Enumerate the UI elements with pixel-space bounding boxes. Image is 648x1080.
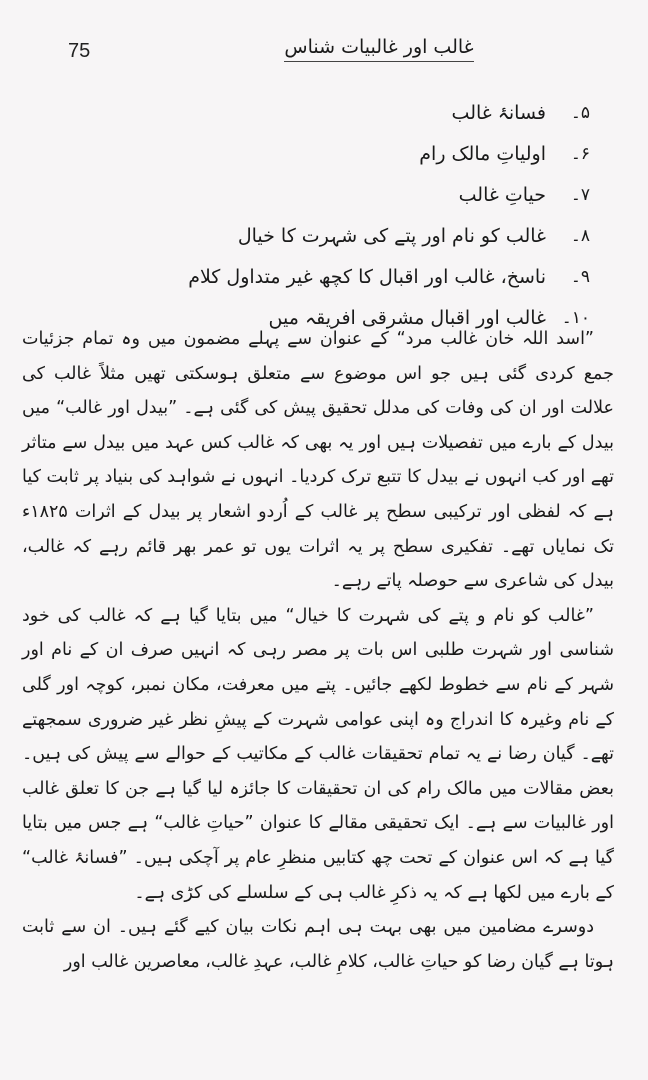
paragraph: ”اسد اللہ خان غالب مرد“ کے عنوان سے پہلے مضمون میں وہ تمام جزئیات جمع کردی گئی ہیں جو اس موضوع سے متعلق ہوسکتی تھیں مثلاً غالب کی علالت اور ان کی وفات کی مدلل تحقیق پیش کی گئی ہے۔ ”بیدل اور غالب“ میں بیدل کے بارے میں تفصیلات ہیں اور یہ بھی کہ غالب کس عہد میں بیدل سے متاثر تھے اور کب انہوں نے بیدل کا تتبع ترک کردیا۔ انہوں نے شواہد کی بنیاد پر ثابت کیا ہے کہ لفظی اور ترکیبی سطح پر غالب کے اُردو اشعار پر بیدل کے اثرات ۱۸۲۵ء تک نمایاں تھے۔ تفکیری سطح پر یہ اثرات یوں تو عمر بھر قائم رہے کہ غالب، بیدل کی شاعری سے حوصلہ پاتے رہے۔	[22, 329, 614, 592]
item-title: اولیاتِ مالک رام	[419, 142, 546, 165]
item-number: ۱۰۔	[561, 308, 590, 328]
running-title	[150, 36, 608, 62]
list-item	[170, 256, 590, 297]
item-title: فسانۂ غالب	[451, 101, 546, 124]
list-item	[170, 133, 590, 174]
body-text	[22, 322, 614, 979]
list-item	[170, 174, 590, 215]
item-number: ۵۔	[570, 103, 590, 123]
item-number: ۸۔	[570, 226, 590, 246]
item-number: ۶۔	[570, 144, 590, 164]
item-title: غالب اور اقبال مشرقی افریقہ میں	[268, 306, 546, 329]
item-number: ۹۔	[570, 267, 590, 287]
list-item	[170, 92, 590, 133]
running-title-text: غالب اور غالبیات شناس	[284, 36, 473, 62]
item-title: حیاتِ غالب	[458, 183, 546, 206]
item-title: ناسخ، غالب اور اقبال کا کچھ غیر متداول کلام	[188, 265, 546, 288]
page-number: 75	[68, 40, 91, 62]
paragraph: دوسرے مضامین میں بھی بہت ہی اہم نکات بیان کیے گئے ہیں۔ ان سے ثابت ہوتا ہے گیان رضا کو حیاتِ غالب، کلامِ غالب، عہدِ غالب، معاصرین غالب اور	[22, 917, 614, 972]
list-item	[170, 215, 590, 256]
item-number: ۷۔	[570, 185, 590, 205]
paragraph: ”غالب کو نام و پتے کی شہرت کا خیال“ میں بتایا گیا ہے کہ غالب کی خود شناسی اور شہرت طلبی اس بات پر مصر رہی کہ انہیں صرف ان کے نام اور شہر کے نام سے خطوط لکھے جائیں۔ پتے میں معرفت، مکان نمبر، کوچہ اور گلی کے نام وغیرہ کا اندراج وہ اپنی عوامی شہرت کے پیشِ نظر غیر ضروری سمجھتے تھے۔ گیان رضا نے یہ تمام تحقیقات غالب کے مکاتیب کے حوالے سے پیش کی ہیں۔ بعض مقالات میں مالک رام کی ان تحقیقات کا جائزہ لیا گیا ہے جن کا تعلق غالب اور غالبیات سے ہے۔ ایک تحقیقی مقالے کا عنوان ”حیاتِ غالب“ ہے جس میں بتایا گیا ہے کہ اس عنوان کے تحت چھ کتابیں منظرِ عام پر آچکی ہیں۔ ”فسانۂ غالب“ کے بارے میں لکھا ہے کہ یہ ذکرِ غالب ہی کے سلسلے کی کڑی ہے۔	[22, 605, 614, 903]
item-title: غالب کو نام اور پتے کی شہرت کا خیال	[237, 224, 546, 247]
article-list	[170, 92, 590, 338]
